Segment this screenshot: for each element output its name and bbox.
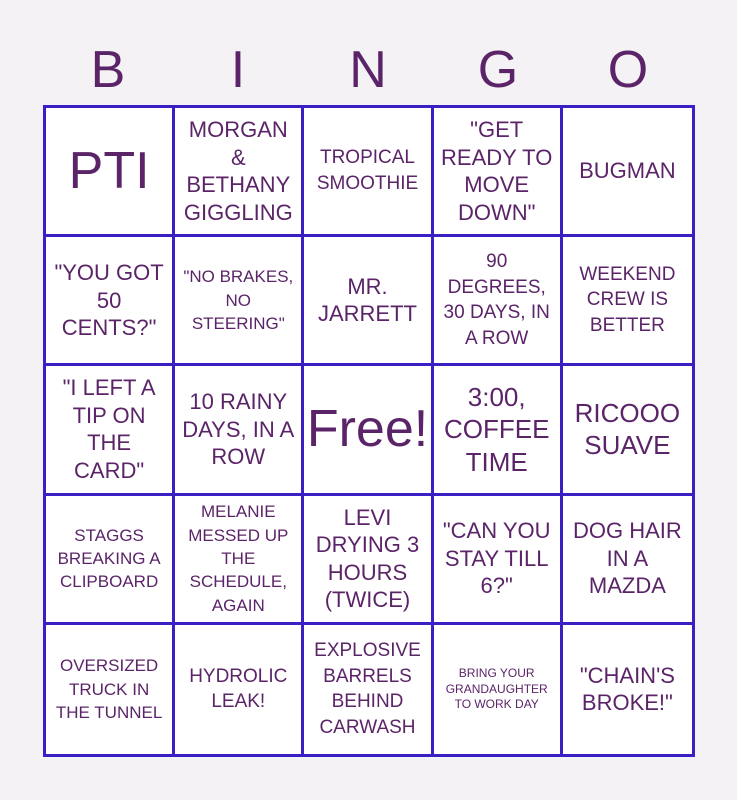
bingo-cell-r4c5[interactable]	[563, 496, 692, 625]
bingo-cell-r4c2[interactable]	[175, 496, 304, 625]
header-letter-i: I	[230, 41, 246, 99]
cell-label: LEVI DRYING 3 HOURS (TWICE)	[315, 504, 420, 613]
bingo-cell-r5c2[interactable]	[175, 625, 304, 754]
bingo-cell-r1c5[interactable]	[563, 108, 692, 237]
cell-label: "NO BRAKES, NO STEERING"	[183, 267, 294, 334]
bingo-cell-r3c1[interactable]	[46, 366, 175, 495]
cell-label: PTI	[68, 141, 150, 200]
cell-label: "YOU GOT 50 CENTS?"	[54, 260, 164, 341]
bingo-board	[43, 105, 695, 757]
cell-label: TROPICAL SMOOTHIE	[316, 147, 419, 195]
bingo-cell-r5c5[interactable]	[563, 625, 692, 754]
bingo-cell-r5c4[interactable]	[434, 625, 563, 754]
cell-label: BRING YOUR GRANDAUGHTER TO WORK DAY	[445, 666, 548, 712]
cell-label: 10 RAINY DAYS, IN A ROW	[182, 389, 295, 470]
bingo-cell-r3c5[interactable]	[563, 366, 692, 495]
bingo-cell-r4c1[interactable]	[46, 496, 175, 625]
cell-label: "I LEFT A TIP ON THE CARD"	[62, 375, 156, 483]
bingo-cell-r1c4[interactable]	[434, 108, 563, 237]
bingo-cell-r3c2[interactable]	[175, 366, 304, 495]
cell-label: STAGGS BREAKING A CLIPBOARD	[57, 525, 161, 592]
cell-label: Free!	[306, 399, 429, 458]
cell-label: RICOOO SUAVE	[574, 397, 681, 461]
header-letter-g: G	[477, 41, 519, 99]
cell-label: MELANIE MESSED UP THE SCHEDULE, AGAIN	[188, 502, 289, 615]
cell-label: BUGMAN	[579, 158, 676, 184]
header-letter-o: O	[607, 41, 649, 99]
cell-label: 3:00, COFFEE TIME	[443, 381, 550, 477]
cell-label: "GET READY TO MOVE DOWN"	[441, 117, 553, 225]
bingo-cell-r2c1[interactable]	[46, 237, 175, 366]
header-letter-b: B	[90, 41, 126, 99]
bingo-cell-r3c4[interactable]	[434, 366, 563, 495]
bingo-header	[43, 38, 693, 102]
bingo-cell-r5c1[interactable]	[46, 625, 175, 754]
cell-label: WEEKEND CREW IS BETTER	[579, 263, 676, 337]
cell-label: OVERSIZED TRUCK IN THE TUNNEL	[55, 656, 163, 723]
cell-label: DOG HAIR IN A MAZDA	[572, 518, 682, 599]
bingo-cell-r2c2[interactable]	[175, 237, 304, 366]
cell-label: MR. JARRETT	[317, 273, 417, 327]
bingo-cell-r1c3[interactable]	[304, 108, 433, 237]
cell-label: HYDROLIC LEAK!	[189, 665, 288, 713]
cell-label: "CHAIN'S BROKE!"	[579, 662, 675, 716]
cell-label: "CAN YOU STAY TILL 6?"	[442, 518, 551, 599]
cell-label: 90 DEGREES, 30 DAYS, IN A ROW	[443, 251, 550, 349]
bingo-cell-r4c3[interactable]	[304, 496, 433, 625]
cell-label: EXPLOSIVE BARRELS BEHIND CARWASH	[314, 640, 421, 739]
bingo-cell-r2c3[interactable]	[304, 237, 433, 366]
bingo-cell-r1c2[interactable]	[175, 108, 304, 237]
bingo-cell-r2c4[interactable]	[434, 237, 563, 366]
bingo-cell-r2c5[interactable]	[563, 237, 692, 366]
bingo-cell-r1c1[interactable]	[46, 108, 175, 237]
cell-label: MORGAN & BETHANY GIGGLING	[183, 117, 293, 225]
bingo-cell-free[interactable]	[304, 366, 433, 495]
bingo-cell-r5c3[interactable]	[304, 625, 433, 754]
bingo-cell-r4c4[interactable]	[434, 496, 563, 625]
header-letter-n: N	[349, 41, 387, 99]
